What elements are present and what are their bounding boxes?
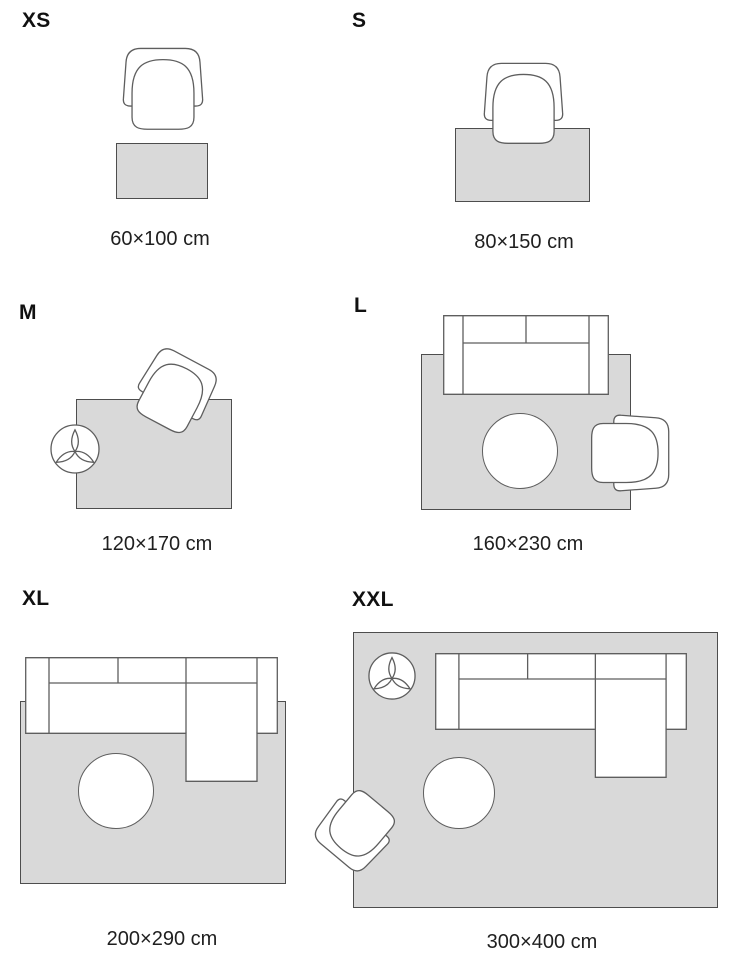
- size-label-xl: XL: [22, 587, 50, 610]
- armchair-seat: [132, 60, 194, 130]
- size-label-l: L: [354, 294, 368, 317]
- armchair: [590, 412, 672, 494]
- rug-xs: [116, 143, 208, 199]
- size-label-xxl: XXL: [352, 588, 394, 611]
- plant: [50, 424, 100, 474]
- coffee-table: [482, 413, 558, 489]
- dimensions-caption-xxl: 300×400 cm: [486, 931, 598, 953]
- size-label-xs: XS: [22, 9, 51, 32]
- coffee-table: [423, 757, 495, 829]
- plant: [368, 652, 416, 700]
- dimensions-caption-s: 80×150 cm: [474, 231, 574, 253]
- armchair-seat: [492, 74, 553, 143]
- armchair-seat: [592, 423, 658, 482]
- dimensions-caption-xl: 200×290 cm: [106, 928, 218, 950]
- dimensions-caption-xs: 60×100 cm: [110, 228, 210, 250]
- size-label-s: S: [352, 9, 367, 32]
- armchair: [120, 45, 206, 131]
- size-label-m: M: [19, 301, 37, 324]
- dimensions-caption-l: 160×230 cm: [472, 533, 584, 555]
- coffee-table: [78, 753, 154, 829]
- sofa: [443, 315, 609, 395]
- dimensions-caption-m: 120×170 cm: [101, 533, 213, 555]
- sectional-sofa: [25, 657, 278, 782]
- armchair: [481, 60, 566, 145]
